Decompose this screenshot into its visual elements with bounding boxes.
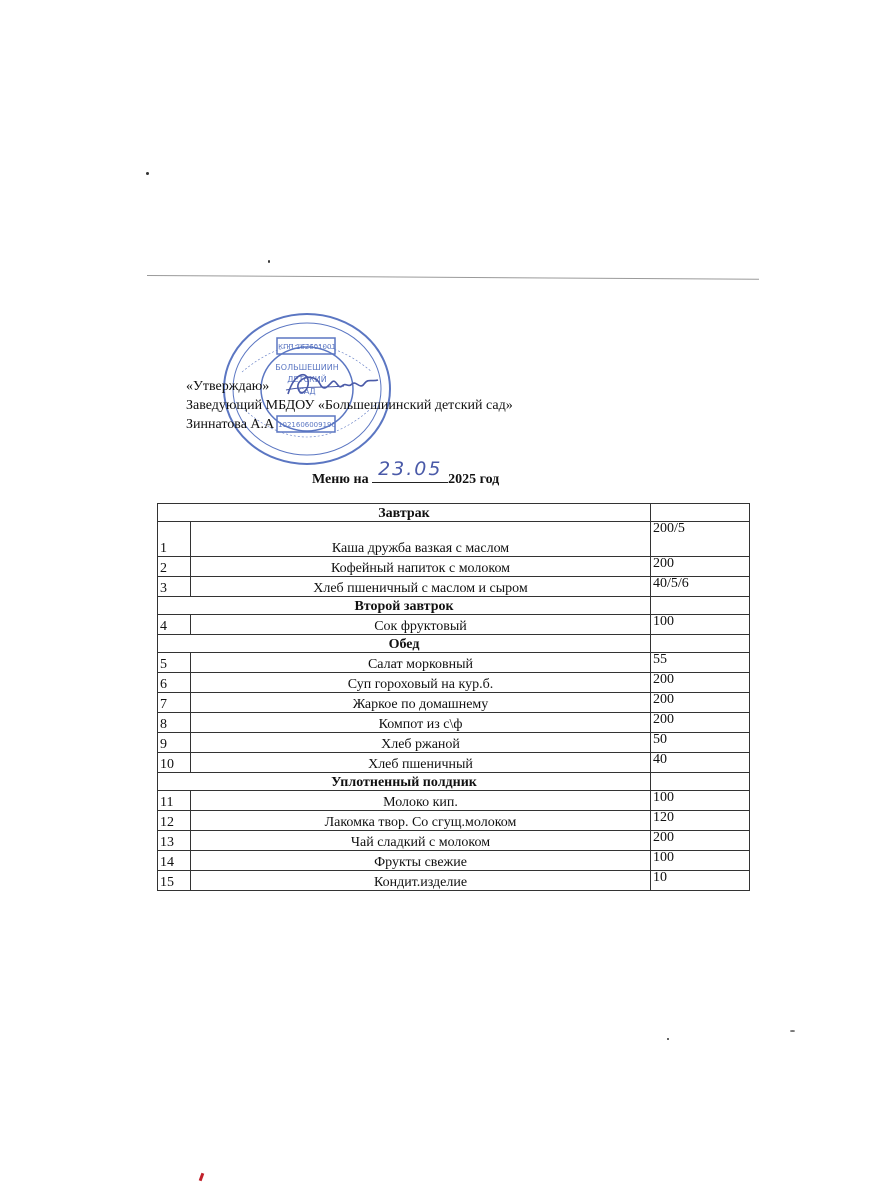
item-name: Молоко кип.: [191, 791, 651, 811]
item-quantity: 100: [651, 615, 750, 635]
item-quantity: 200: [651, 673, 750, 693]
item-number: 2: [158, 557, 191, 577]
item-name: Каша дружба вазкая с маслом: [191, 522, 651, 557]
section-row: [158, 504, 750, 522]
section-qty-empty: [651, 773, 750, 791]
scan-speck: [146, 172, 149, 175]
item-quantity: 120: [651, 811, 750, 831]
item-number: 10: [158, 753, 191, 773]
item-name: Кондит.изделие: [191, 871, 651, 891]
menu-title-prefix: Меню на: [312, 472, 373, 487]
table-row: [158, 753, 750, 773]
item-name: Кофейный напиток с молоком: [191, 557, 651, 577]
menu-date: 23.05: [378, 458, 443, 480]
item-quantity: 100: [651, 791, 750, 811]
table-row: [158, 557, 750, 577]
item-number: 12: [158, 811, 191, 831]
menu-title-suffix: 2025 год: [448, 472, 500, 487]
section-title: Уплотненный полдник: [158, 773, 651, 791]
item-quantity: 40/5/6: [651, 577, 750, 597]
item-name: Фрукты свежие: [191, 851, 651, 871]
svg-text:САД: САД: [298, 387, 316, 396]
svg-text:БОЛЬШЕШИИН: БОЛЬШЕШИИН: [275, 363, 339, 372]
item-name: Сок фруктовый: [191, 615, 651, 635]
table-row: [158, 522, 750, 557]
table-row: [158, 693, 750, 713]
approval-line-approved: «Утверждаю»: [186, 379, 270, 394]
item-quantity: 55: [651, 653, 750, 673]
svg-text:КПП 162601001: КПП 162601001: [278, 343, 336, 351]
table-row: [158, 713, 750, 733]
menu-date-field: [372, 458, 448, 483]
approval-line-position: Заведующий МБДОУ «Большешиинский детский сад»: [186, 398, 513, 413]
section-title: Обед: [158, 635, 651, 653]
horizontal-rule: [147, 275, 759, 280]
item-number: 8: [158, 713, 191, 733]
item-number: 9: [158, 733, 191, 753]
item-number: 13: [158, 831, 191, 851]
menu-table: [157, 503, 750, 891]
item-quantity: 10: [651, 871, 750, 891]
item-number: 14: [158, 851, 191, 871]
item-quantity: 50: [651, 733, 750, 753]
svg-text:ДЕТСКИЙ: ДЕТСКИЙ: [287, 375, 327, 384]
item-name: Чай сладкий с молоком: [191, 831, 651, 851]
section-qty-empty: [651, 597, 750, 615]
item-number: 11: [158, 791, 191, 811]
svg-text:1021606009190: 1021606009190: [278, 421, 336, 429]
signature: [284, 368, 380, 402]
item-number: 5: [158, 653, 191, 673]
item-quantity: 200: [651, 831, 750, 851]
table-row: [158, 871, 750, 891]
scan-speck: [268, 260, 270, 263]
section-row: [158, 773, 750, 791]
item-number: 15: [158, 871, 191, 891]
item-name: Салат морковный: [191, 653, 651, 673]
item-name: Суп гороховый на кур.б.: [191, 673, 651, 693]
item-number: 6: [158, 673, 191, 693]
table-row: [158, 811, 750, 831]
approval-line-name: Зиннатова А.А: [186, 417, 275, 432]
section-row: [158, 635, 750, 653]
menu-title: [312, 458, 500, 488]
item-name: Компот из с\ф: [191, 713, 651, 733]
table-row: [158, 791, 750, 811]
section-title: Второй завтрок: [158, 597, 651, 615]
table-row: [158, 615, 750, 635]
scan-speck: [790, 1030, 795, 1032]
table-row: [158, 577, 750, 597]
item-quantity: 200: [651, 557, 750, 577]
item-name: Жаркое по домашнему: [191, 693, 651, 713]
item-number: 4: [158, 615, 191, 635]
section-qty-empty: [651, 635, 750, 653]
section-title: Завтрак: [158, 504, 651, 522]
item-number: 3: [158, 577, 191, 597]
table-row: [158, 673, 750, 693]
red-ink-mark: [199, 1173, 205, 1182]
item-quantity: 200: [651, 713, 750, 733]
item-quantity: 100: [651, 851, 750, 871]
section-row: [158, 597, 750, 615]
item-quantity: 200: [651, 693, 750, 713]
scan-speck: [667, 1038, 669, 1040]
item-name: Лакомка твор. Со сгущ.молоком: [191, 811, 651, 831]
item-quantity: 200/5: [651, 522, 750, 557]
item-quantity: 40: [651, 753, 750, 773]
item-number: 1: [158, 522, 191, 557]
table-row: [158, 851, 750, 871]
item-name: Хлеб пшеничный: [191, 753, 651, 773]
item-name: Хлеб ржаной: [191, 733, 651, 753]
table-row: [158, 831, 750, 851]
table-row: [158, 653, 750, 673]
item-name: Хлеб пшеничный с маслом и сыром: [191, 577, 651, 597]
item-number: 7: [158, 693, 191, 713]
table-row: [158, 733, 750, 753]
section-qty-empty: [651, 504, 750, 522]
